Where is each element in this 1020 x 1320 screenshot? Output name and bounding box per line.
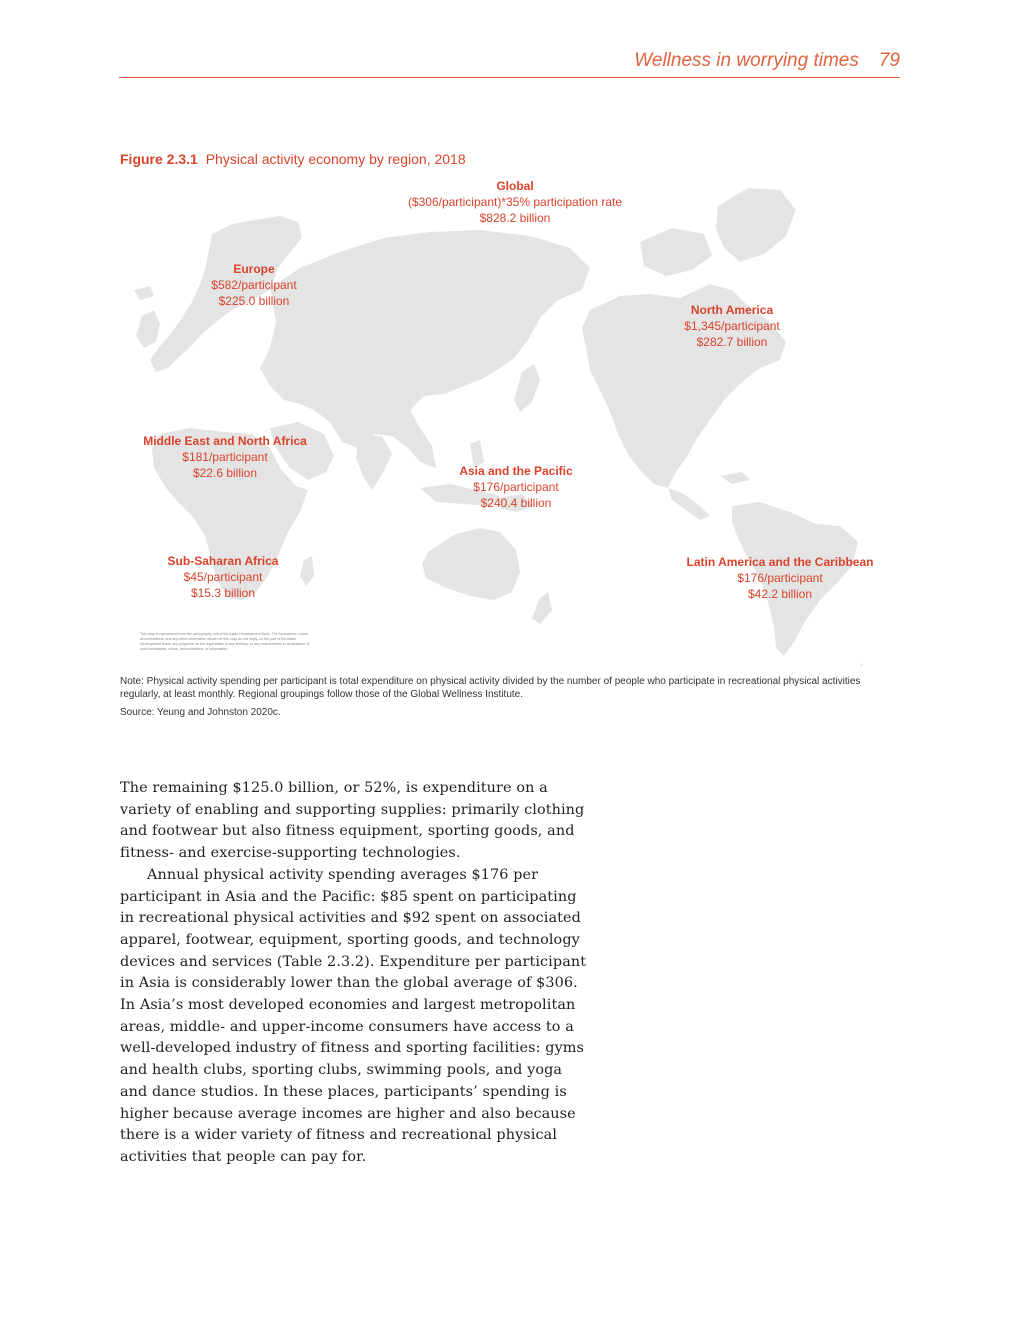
region-per-participant: ($306/participant)*35% participation rate [407, 195, 623, 209]
map-land-madagascar [300, 556, 314, 586]
region-total: $15.3 billion [190, 586, 256, 600]
region-total: $225.0 billion [218, 294, 290, 308]
figure-source: Source: Yeung and Johnston 2020c. [120, 707, 281, 718]
map-land-australia [422, 528, 520, 600]
figure-caption: Physical activity economy by region, 2018 [205, 151, 466, 167]
region-label-north-america [684, 302, 779, 350]
region-total: $282.7 billion [696, 335, 768, 349]
region-label-global [408, 178, 622, 226]
body-paragraph: Annual physical activity spending averages $176 per participant in Asia and the Pacific: $85 spent on participating in recreational physical activities and $92 spent on associated apparel, footwear, equipment, sporting goods, and technology devices and services (Table 2.3.2). Expenditure per participant in Asia is considerably lower than the global average of $306. In Asia’s most developed economies and largest metropolitan areas, middle- and upper-income consumers have access to a well-developed industry of fitness and sporting facilities: gyms and health clubs, sporting clubs, swimming pools, and yoga and dance studios. In these places, participants’ spending is higher because average incomes are higher and also because there is a wider variety of fitness and recreational physical activities that people can pay for. [120, 866, 587, 1165]
region-label-sub-saharan-africa [168, 553, 279, 601]
map-disclaimer: This map is reproduced from the cartography unit of the Asian Development Bank. The boundaries, colors, denominations, and any other information shown on this map do not imply, on the part of the Asian Development Bank, any judgment on the legal status of any territory, or any endorsement or acceptance of such boundaries, colors, denominations, or information. [140, 632, 310, 651]
region-total: $22.6 billion [192, 466, 258, 480]
region-label-latin-america-caribbean [687, 554, 874, 602]
map-land-caribbean [720, 472, 750, 484]
map-land-britain [136, 310, 160, 348]
body-paragraph: The remaining $125.0 billion, or 52%, is expenditure on a variety of enabling and supporting supplies: primarily clothing and footwear but also fitness equipment, sporting goods, and fitness- and exercise-supporting technologies. [120, 780, 585, 862]
figure-title [120, 151, 466, 167]
region-name: North America [690, 303, 774, 317]
region-total: $828.2 billion [479, 211, 551, 225]
running-title: Wellness in worrying times [634, 50, 859, 71]
region-per-participant: $181/participant [182, 450, 268, 464]
map-scale-mark: N [860, 662, 863, 667]
map-land-arctic-islands [640, 228, 712, 276]
region-label-middle-east-north-africa [143, 433, 307, 481]
body-text [120, 778, 588, 1169]
region-name: Middle East and North Africa [143, 434, 307, 448]
region-name: Asia and the Pacific [459, 464, 573, 478]
region-total: $42.2 billion [747, 587, 813, 601]
region-label-europe [211, 261, 296, 309]
figure-label: Figure 2.3.1 [120, 151, 198, 167]
map-land-iceland [134, 286, 154, 300]
region-total: $240.4 billion [480, 496, 552, 510]
map-land-india [356, 434, 392, 490]
page-number: 79 [878, 50, 900, 71]
map-land-greenland [716, 188, 796, 262]
region-name: Global [496, 179, 534, 193]
region-per-participant: $582/participant [211, 278, 297, 292]
region-name: Sub-Saharan Africa [167, 554, 279, 568]
region-per-participant: $176/participant [473, 480, 559, 494]
map-land-japan [514, 364, 540, 412]
region-name: Europe [233, 262, 275, 276]
world-map-figure [120, 172, 895, 672]
region-per-participant: $1,345/participant [684, 319, 780, 333]
region-name: Latin America and the Caribbean [686, 555, 874, 569]
map-land-central-america [668, 488, 710, 520]
running-head [119, 50, 900, 78]
figure-note: Note: Physical activity spending per participant is total expenditure on physical activity divided by the number of people who participate in recreational physical activities regularly, at least monthly. Regional groupings follow those of the Global Wellness Institute. [120, 676, 861, 700]
region-per-participant: $45/participant [183, 570, 263, 584]
region-label-asia-pacific [459, 463, 572, 511]
region-per-participant: $176/participant [737, 571, 823, 585]
map-land-new-zealand [532, 592, 552, 624]
